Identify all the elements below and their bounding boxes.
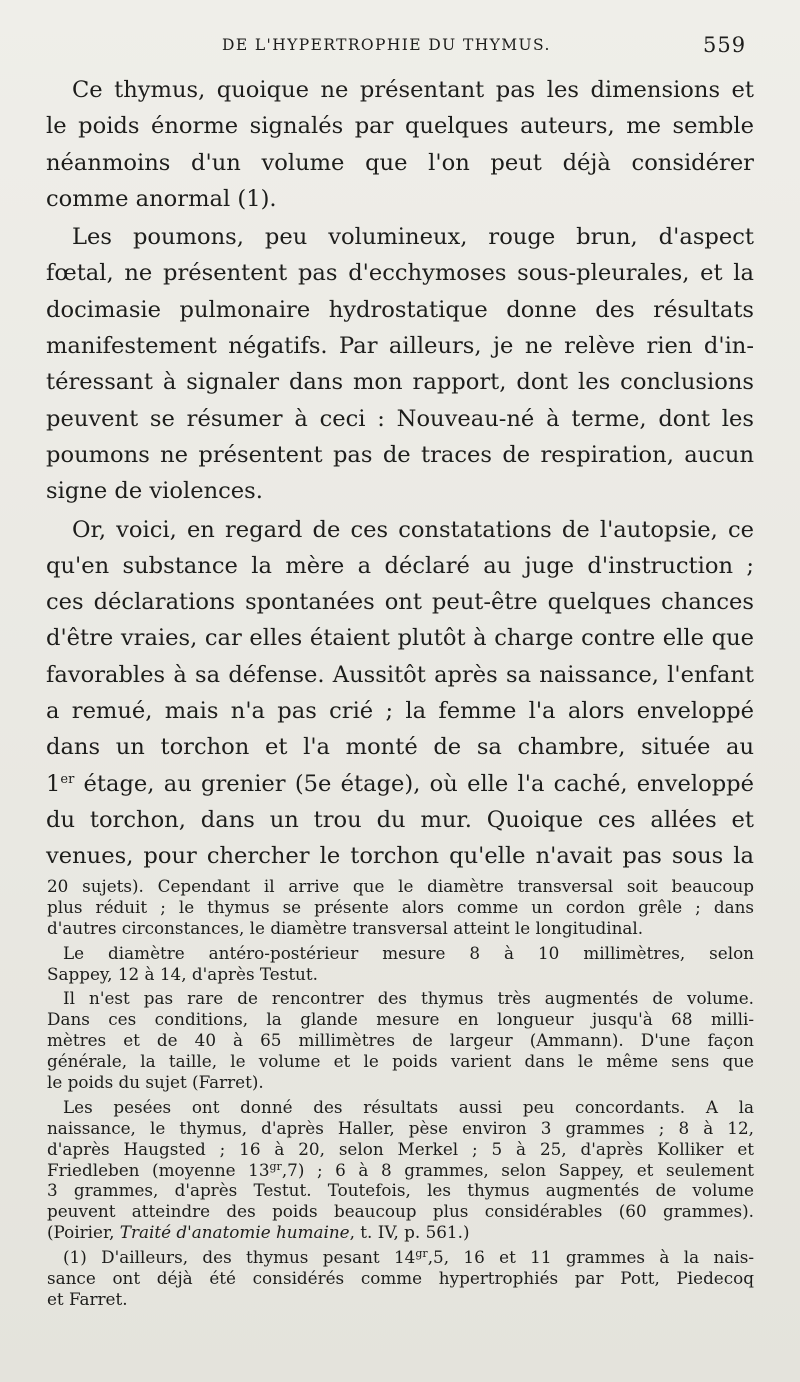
text-line: qu'en substance la mère a déclaré au juge d'instruction ; — [46, 552, 754, 579]
text-line: ces déclarations spontanées ont peut-être quelques chances — [46, 589, 754, 616]
note-line: d'autres circonstances, le diamètre transversal atteint le longitudinal. — [47, 917, 644, 938]
text-line: comme anormal (1). — [46, 185, 277, 212]
note-line: le poids du sujet (Farret). — [47, 1072, 264, 1093]
note-line — [47, 1247, 754, 1268]
note-line: d'après Haugsted ; 16 à 20, selon Merkel ; 5 à 25, d'après Kolliker et — [47, 1138, 754, 1159]
ordinal-suffix: er — [60, 771, 75, 787]
line-continuation: étage, au grenier (5e étage), où elle l'a caché, enveloppé — [74, 770, 754, 797]
note-line: générale, la taille, le volume et le poids varient dans le même sens que — [47, 1051, 754, 1072]
footnote-1 — [47, 1247, 754, 1310]
text-line: Or, voici, en regard de ces constatations de l'autopsie, ce — [72, 516, 754, 543]
text-line: docimasie pulmonaire hydrostatique donne des résultats — [46, 296, 754, 323]
paragraph-3 — [46, 512, 754, 875]
note-line: Le diamètre antéro-postérieur mesure 8 à 10 millimètres, selon — [63, 942, 754, 963]
note-paragraph — [47, 943, 754, 985]
note-text: ,5, 16 et 11 grammes à la nais- — [427, 1247, 755, 1268]
text-line: téressant à signaler dans mon rapport, dont les conclusions — [46, 369, 754, 396]
ordinal-number: 1 — [46, 770, 61, 797]
note-line: sance ont déjà été considérés comme hypertrophiés par Pott, Piedecoq — [47, 1268, 754, 1289]
text-line: du torchon, dans un trou du mur. Quoique ces allées et — [46, 806, 754, 833]
text-line: le poids énorme signalés par quelques auteurs, me semble — [46, 113, 754, 140]
text-line: Ce thymus, quoique ne présentant pas les dimensions et — [72, 77, 754, 103]
note-line: Dans ces conditions, la glande mesure en longueur jusqu'à 68 milli- — [47, 1009, 754, 1030]
text-line: peuvent se résumer à ceci : Nouveau-né à terme, dont les — [46, 405, 754, 432]
note-line: mètres et de 40 à 65 millimètres de largeur (Ammann). D'une façon — [47, 1030, 754, 1051]
text-line: venues, pour chercher le torchon qu'elle n'avait pas sous la — [46, 843, 754, 870]
text-line: dans un torchon et l'a monté de sa chambre, située au — [46, 734, 754, 761]
note-text: ,7) ; 6 à 8 grammes, selon Sappey, et seulement — [281, 1159, 755, 1180]
main-text — [46, 72, 754, 875]
text-line: signe de violences. — [46, 478, 263, 505]
paragraph-2 — [46, 219, 754, 509]
page-header — [0, 33, 800, 66]
text-line: favorables à sa défense. Aussitôt après sa naissance, l'enfant — [46, 661, 754, 688]
text-line: néanmoins d'un volume que l'on peut déjà considérer — [46, 149, 754, 176]
footnotes — [47, 876, 754, 1310]
note-paragraph — [47, 988, 754, 1092]
unit-superscript: gr — [269, 1159, 282, 1173]
note-line: Il n'est pas rare de rencontrer des thymus très augmentés de volume. — [63, 988, 754, 1009]
note-line — [47, 1160, 754, 1181]
unit-superscript: gr — [415, 1247, 428, 1261]
citation-title: Traité d'anatomie humaine — [119, 1222, 350, 1243]
note-line: 20 sujets). Cependant il arrive que le diamètre transversal soit beaucoup — [47, 876, 754, 896]
note-line: naissance, le thymus, d'après Haller, pèse environ 3 grammes ; 8 à 12, — [47, 1117, 754, 1138]
note-text: Friedleben (moyenne 13 — [47, 1159, 270, 1180]
text-line: manifestement négatifs. Par ailleurs, je ne relève rien d'in- — [46, 333, 754, 360]
note-line: Sappey, 12 à 14, d'après Testut. — [47, 963, 318, 984]
text-line — [46, 766, 754, 802]
citation-suffix: , t. IV, p. 561.) — [349, 1222, 470, 1243]
text-line: fœtal, ne présentent pas d'ecchymoses sous-pleurales, et la — [46, 260, 754, 287]
note-paragraph — [47, 1097, 754, 1243]
note-line: et Farret. — [47, 1288, 128, 1309]
note-continuation — [47, 876, 754, 939]
text-line: poumons ne présentent pas de traces de respiration, aucun — [46, 441, 754, 468]
page-number: 559 — [703, 33, 747, 57]
note-text: (1) D'ailleurs, des thymus pesant 14 — [63, 1247, 416, 1268]
note-line: plus réduit ; le thymus se présente alors comme un cordon grêle ; dans — [47, 896, 754, 917]
text-line: Les poumons, peu volumineux, rouge brun, d'aspect — [72, 224, 754, 251]
paragraph-1 — [46, 72, 754, 217]
citation-prefix: (Poirier, — [47, 1222, 120, 1243]
text-line: a remué, mais n'a pas crié ; la femme l'a alors enveloppé — [46, 698, 754, 725]
note-line: 3 grammes, d'après Testut. Toutefois, les thymus augmentés de volume — [47, 1180, 754, 1201]
running-head: DE L'HYPERTROPHIE DU THYMUS. — [222, 36, 551, 54]
note-line — [47, 1222, 754, 1243]
note-line: Les pesées ont donné des résultats aussi peu concordants. A la — [63, 1096, 754, 1117]
note-line: peuvent atteindre des poids beaucoup plus considérables (60 grammes). — [47, 1201, 754, 1222]
text-line: d'être vraies, car elles étaient plutôt à charge contre elle que — [46, 625, 754, 652]
